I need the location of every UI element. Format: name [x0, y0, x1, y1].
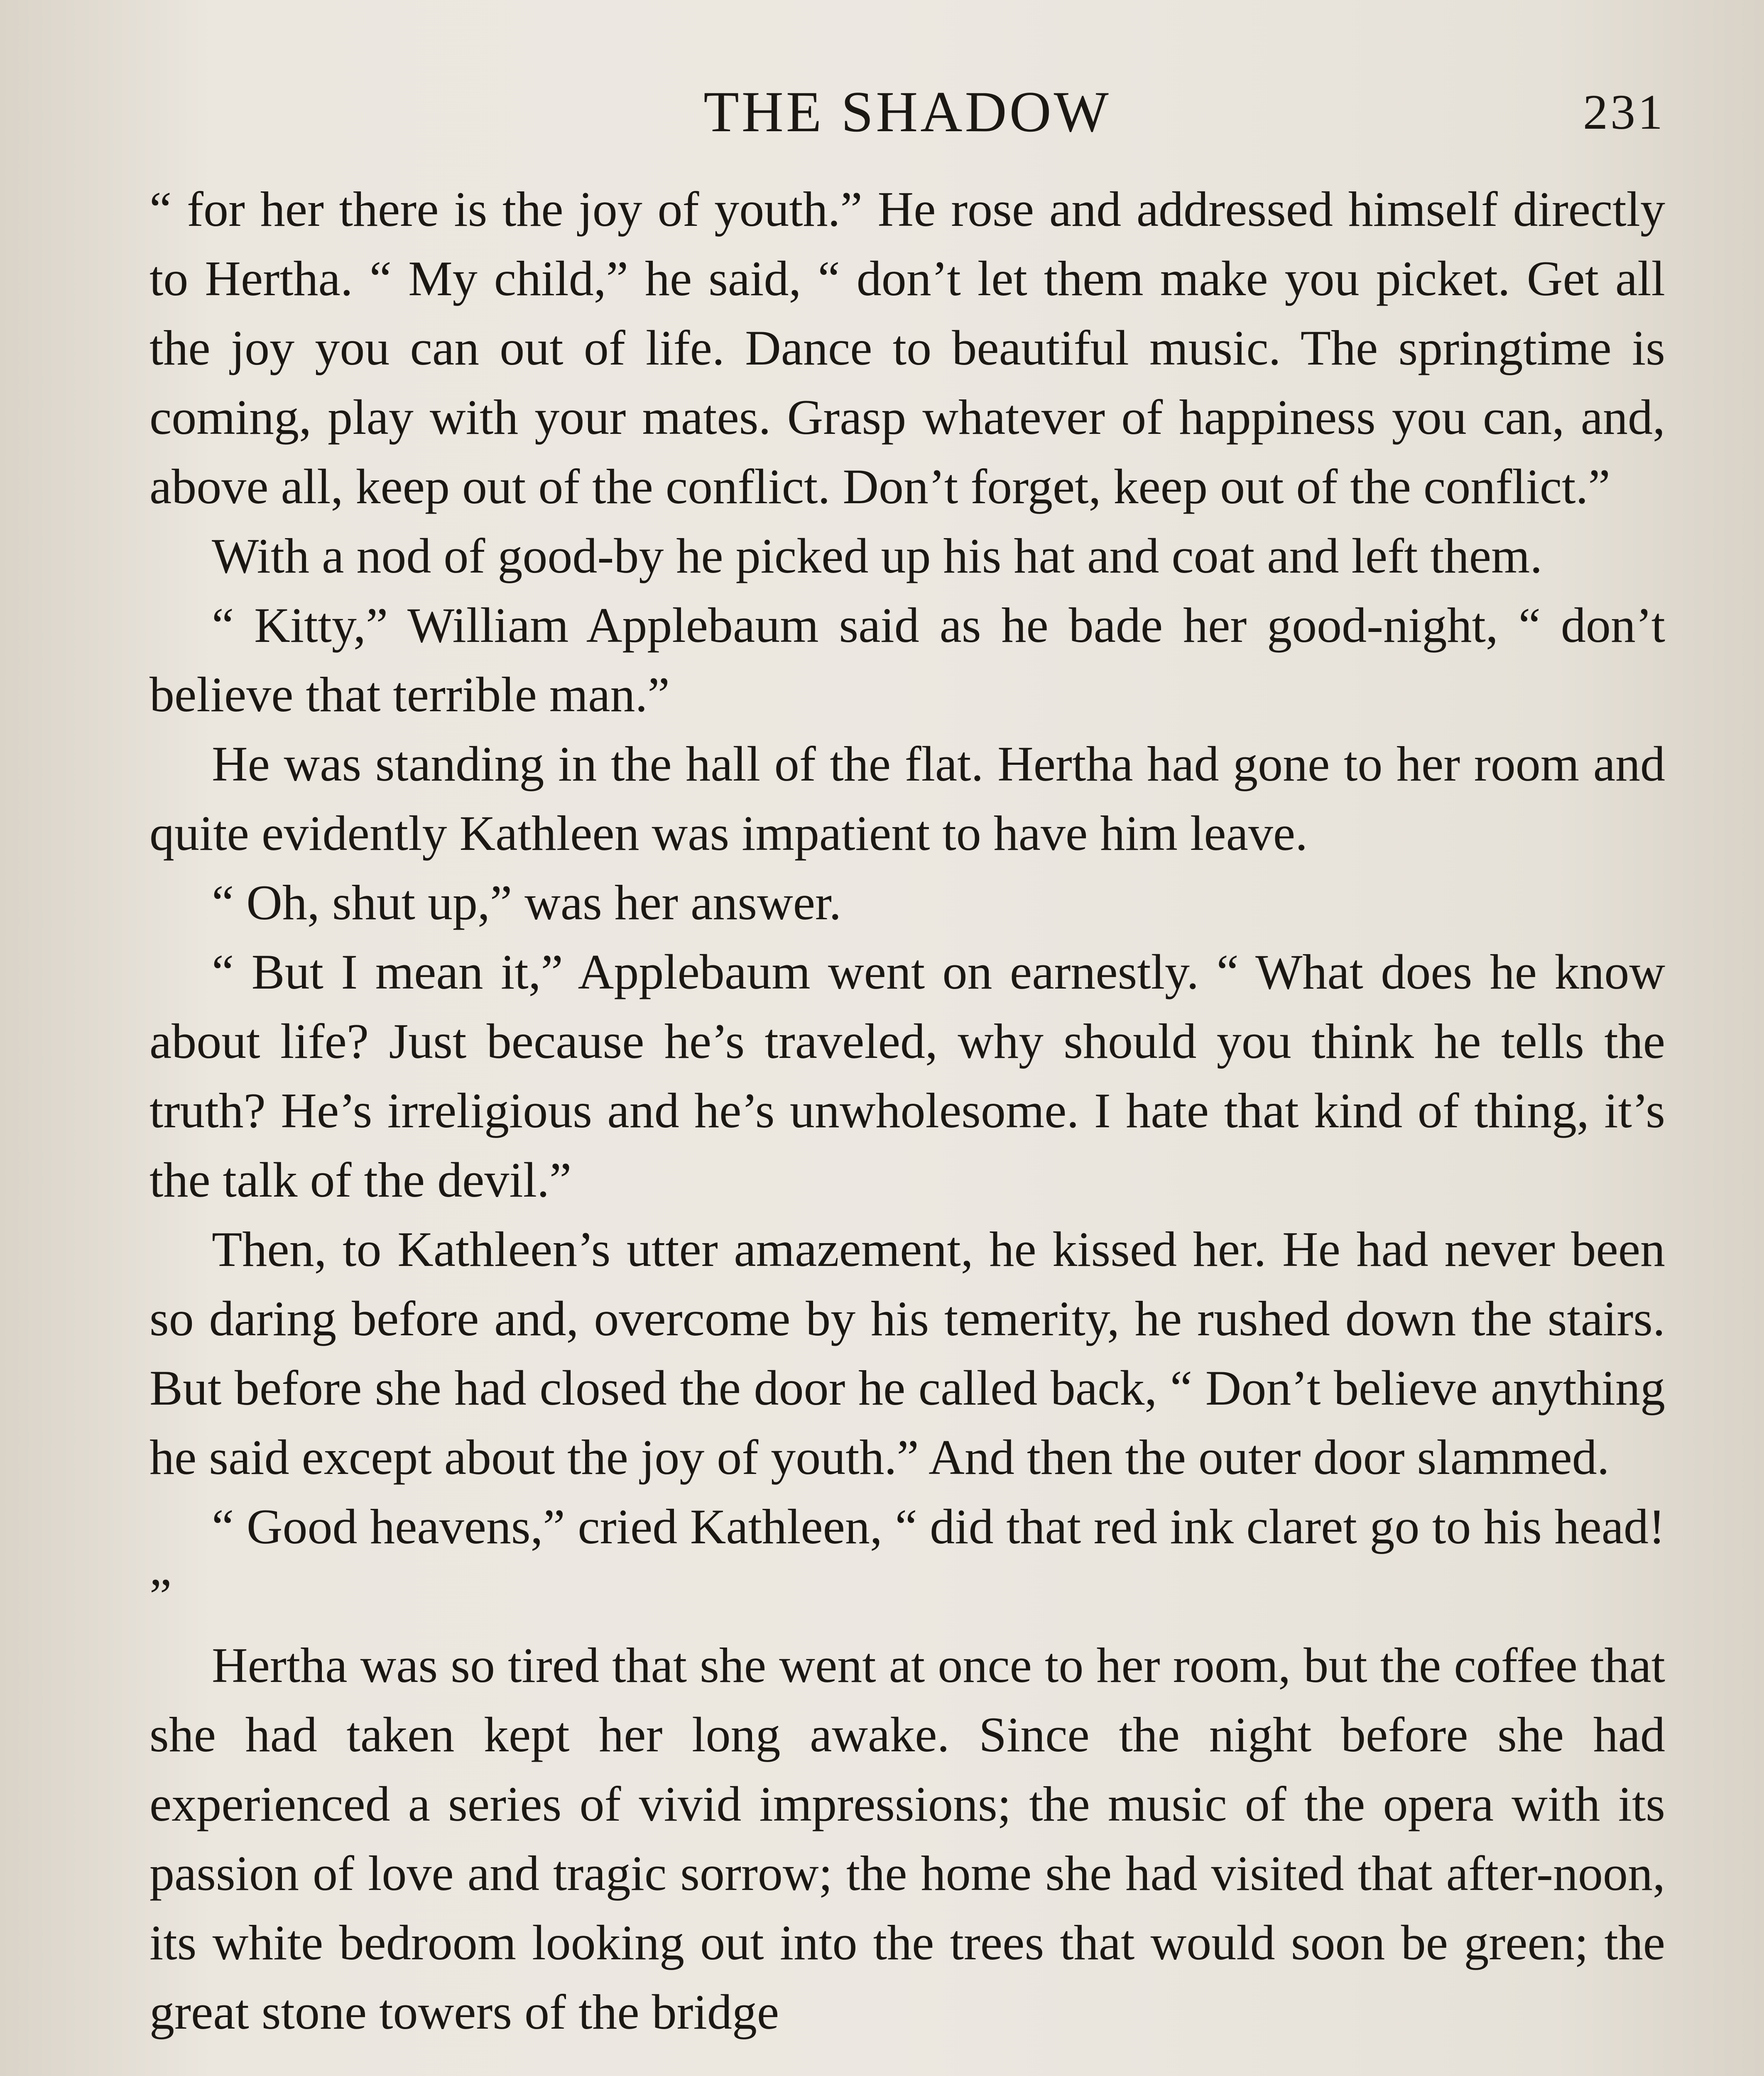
page-number: 231	[1583, 84, 1665, 140]
paragraph: With a nod of good-by he picked up his hat and coat and left them.	[212, 528, 1543, 583]
paragraph: “ But I mean it,” Applebaum went on earnestly. “ What does he know about life? Just because he’s traveled, why should you think he tells the truth? He’s irreligious and he’s unwholesome. I hate that kind of thing, it’s the talk of the devil.”	[149, 944, 1665, 1207]
paragraph: “ Good heavens,” cried Kathleen, “ did that red ink claret go to his head! ”	[149, 1499, 1665, 1623]
paragraph: He was standing in the hall of the flat. Hertha had gone to her room and quite evidently Kathleen was impatient to have him leave.	[149, 736, 1665, 861]
paragraph: Hertha was so tired that she went at once to her room, but the coffee that she had taken kept her long awake. Since the night before she had experienced a series of vivid impressions; the music of the opera with its passion of love and tragic sorrow; the home she had visited that after-noon, its white bedroom looking out into the trees that would soon be green; the great stone towers of the bridge	[149, 1638, 1665, 2039]
paragraph: “ for her there is the joy of youth.” He rose and addressed himself directly to Hertha. “ My child,” he said, “ don’t let them make you picket. Get all the joy you can out of life. Dance to beautiful music. The springtime is coming, play with your mates. Grasp whatever of happiness you can, and, above all, keep out of the conflict. Don’t forget, keep out of the conflict.”	[149, 181, 1665, 514]
paragraph: “ Oh, shut up,” was her answer.	[212, 875, 842, 930]
chapter-title: THE SHADOW	[703, 80, 1111, 144]
body-text	[149, 174, 1665, 2047]
paragraph: Then, to Kathleen’s utter amazement, he kissed her. He had never been so daring before and, overcome by his temerity, he rushed down the stairs. But before she had closed the door he called back, “ Don’t believe anything he said except about the joy of youth.” And then the outer door slammed.	[149, 1222, 1665, 1485]
running-head	[149, 71, 1665, 154]
paragraph: “ Kitty,” William Applebaum said as he bade her good-night, “ don’t believe that terrible man.”	[149, 597, 1665, 722]
